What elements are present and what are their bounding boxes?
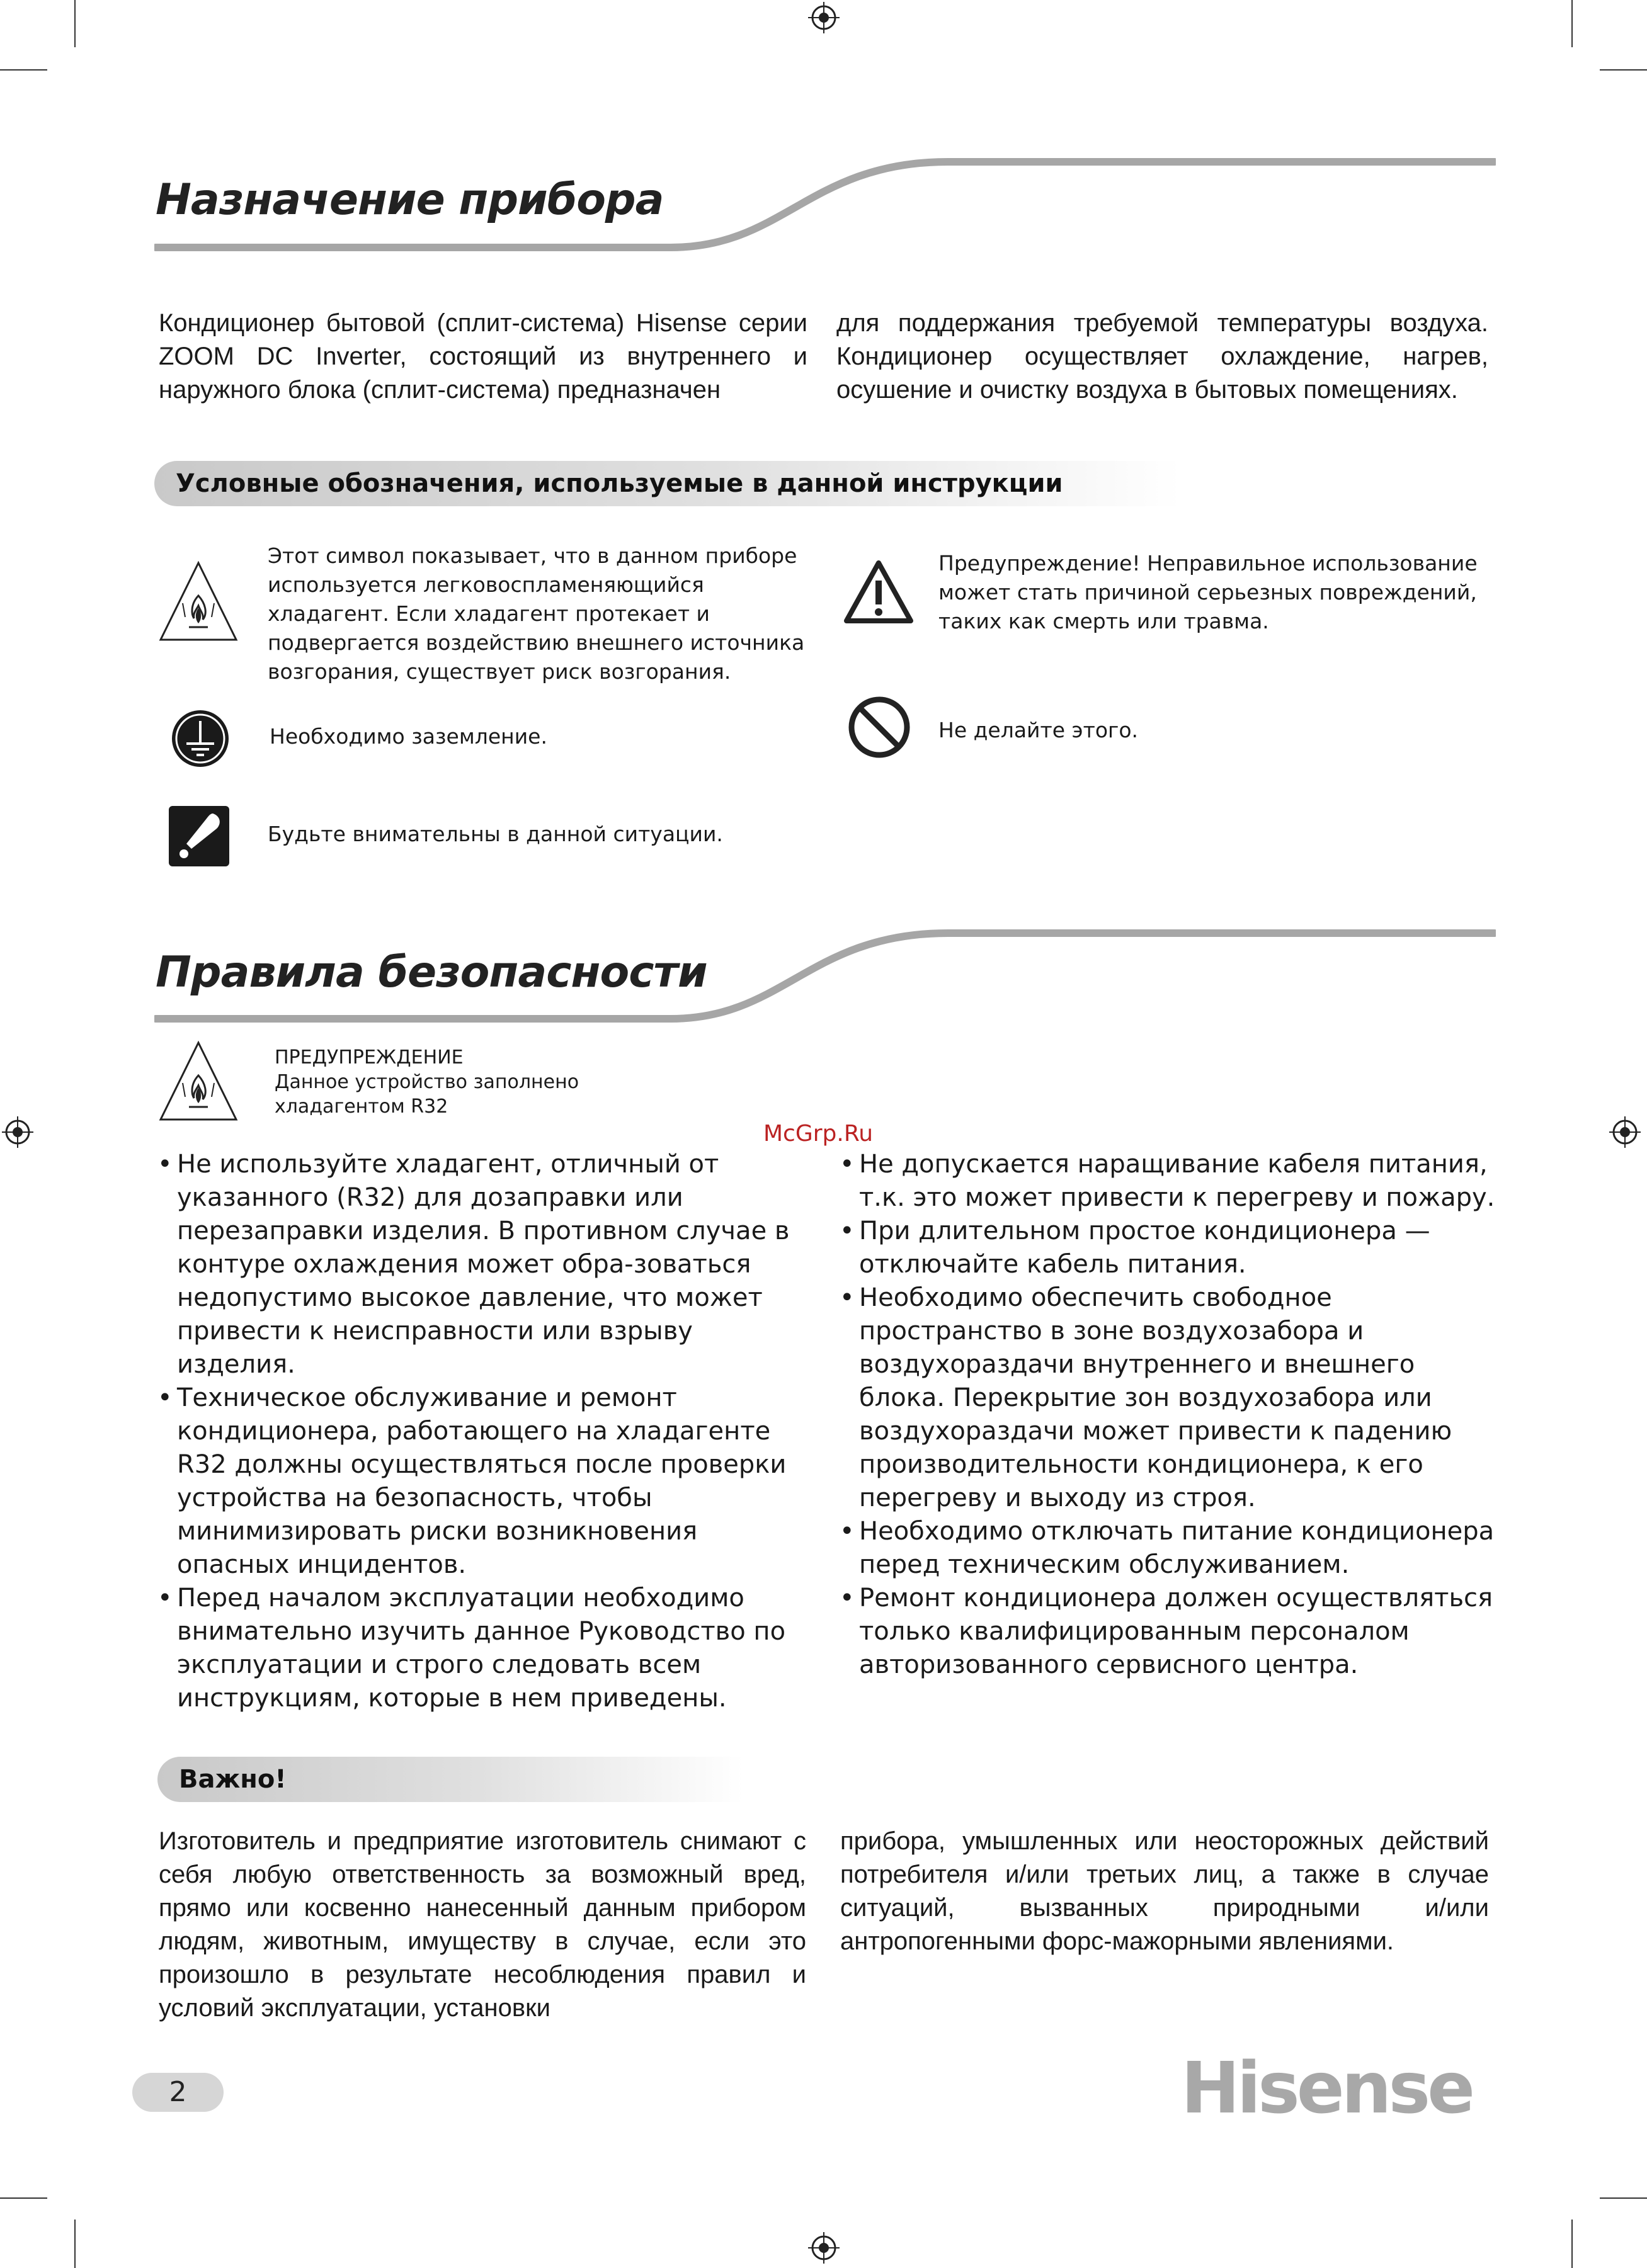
list-item: • Необходимо отключать питание кондиционера перед техническим обслуживанием. bbox=[840, 1515, 1501, 1582]
crop-mark bbox=[1571, 2220, 1573, 2268]
important-heading: Важно! bbox=[157, 1757, 743, 1802]
registration-mark-icon bbox=[2, 1116, 33, 1148]
registration-mark-icon bbox=[808, 2232, 840, 2264]
warning-symbol-text: Предупреждение! Неправильное использование может стать причиной серьезных повреждений, таких как смерть или травма. bbox=[938, 551, 1478, 633]
crop-mark bbox=[1600, 2197, 1647, 2199]
caution-icon bbox=[169, 806, 229, 866]
list-item: • Перед началом эксплуатации необходимо внимательно изучить данное Руководство по эксплуатации и строго следовать всем инструкциям, которые в нем приведены. bbox=[157, 1582, 812, 1715]
crop-mark bbox=[1600, 69, 1647, 71]
crop-mark bbox=[74, 0, 76, 47]
flammable-symbol-text: Этот символ показывает, что в данном приборе используется легковоспламеняющийся хладагент. Если хладагент протекает и подвергается воздействию внешнего источника возгорания, существует риск возгорания. bbox=[268, 543, 805, 684]
flammable-refrigerant-icon bbox=[157, 559, 239, 644]
grounding-icon bbox=[169, 707, 232, 770]
brand-logo: Hisense bbox=[1181, 2048, 1473, 2129]
list-item: • Техническое обслуживание и ремонт кондиционера, работающего на хладагенте R32 должны осуществляться после проверки устройства на безопасность, чтобы минимизировать риски возникновения опасных инцидентов. bbox=[157, 1381, 812, 1582]
list-item: • При длительном простое кондиционера — отключайте кабель питания. bbox=[840, 1215, 1501, 1281]
list-item: • Не используйте хладагент, отличный от указанного (R32) для дозаправки или перезаправки изделия. В противном случае в контуре охлаждения может обра-зоваться недопустимо высокое давление, что может привести к неисправности или взрыву изделия. bbox=[157, 1148, 812, 1381]
crop-mark bbox=[0, 2197, 47, 2199]
r32-warning-line: Данное устройство заполнено bbox=[275, 1071, 579, 1093]
intro-text-right: для поддержания требуемой температуры воздуха. Кондиционер осуществляет охлаждение, нагрев, осушение и очистку воздуха в бытовых помещениях. bbox=[836, 309, 1488, 404]
warning-icon bbox=[844, 559, 913, 625]
page-number: 2 bbox=[132, 2073, 224, 2112]
prohibited-icon bbox=[846, 695, 912, 760]
watermark: McGrp.Ru bbox=[763, 1121, 874, 1147]
list-item: • Необходимо обеспечить свободное пространство в зоне воздухозабора и воздухораздачи внутреннего и внешнего блока. Перекрытие зон воздухозабора или воздухораздачи может привести к падению производительности кондиционера, к его перегреву и выходу из строя. bbox=[840, 1281, 1501, 1515]
crop-mark bbox=[0, 69, 47, 71]
safety-bullets-right bbox=[840, 1148, 1501, 1682]
registration-mark-icon bbox=[808, 2, 840, 33]
crop-mark bbox=[1571, 0, 1573, 47]
section-title: Правила безопасности bbox=[156, 948, 707, 997]
prohibited-symbol-text: Не делайте этого. bbox=[938, 718, 1139, 742]
list-item: • Ремонт кондиционера должен осуществляться только квалифицированным персоналом авторизованного сервисного центра. bbox=[840, 1582, 1501, 1682]
caution-symbol-text: Будьте внимательны в данной ситуации. bbox=[268, 822, 723, 846]
list-item: • Не допускается наращивание кабеля питания, т.к. это может привести к перегреву и пожару. bbox=[840, 1148, 1501, 1215]
symbols-heading: Условные обозначения, используемые в данной инструкции bbox=[154, 461, 1181, 506]
flammable-refrigerant-icon bbox=[157, 1039, 239, 1123]
safety-bullets-left bbox=[157, 1148, 812, 1715]
r32-warning-title: ПРЕДУПРЕЖДЕНИЕ bbox=[275, 1046, 464, 1069]
section-title: Назначение прибора bbox=[156, 175, 664, 225]
intro-text-left: Кондиционер бытовой (сплит-система) Hisense серии ZOOM DC Inverter, состоящий из внутреннего и наружного блока (сплит-система) предназначен bbox=[159, 309, 807, 404]
registration-mark-icon bbox=[1609, 1116, 1641, 1148]
important-text-right: прибора, умышленных или неосторожных действий потребителя и/или третьих лиц, а также в случае ситуаций, вызванных природными и/или антропогенными форс-мажорными явлениями. bbox=[840, 1827, 1489, 1955]
crop-mark bbox=[74, 2220, 76, 2268]
grounding-symbol-text: Необходимо заземление. bbox=[270, 724, 547, 749]
important-text-left: Изготовитель и предприятие изготовитель снимают с себя любую ответственность за возможный вред, прямо или косвенно нанесенный данным прибором людям, животным, имуществу в случае, если это произошло в результате несоблюдения правил и условий эксплуатации, установки bbox=[159, 1827, 806, 2022]
r32-warning-line: хладагентом R32 bbox=[275, 1096, 448, 1118]
